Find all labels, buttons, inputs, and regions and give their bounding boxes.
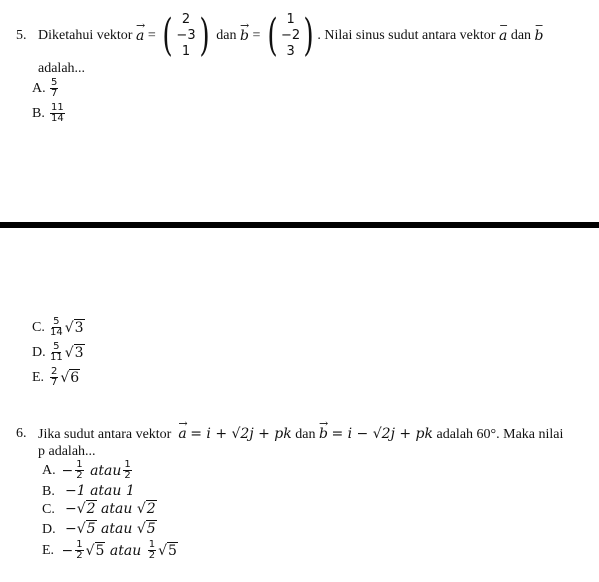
vector-a-column: ( 2 −3 1 )	[162, 10, 210, 61]
q6-stem-line1: Jika sudut antara vektor → a = i + √2j + pk dan → b = i − √2j + pk adalah 60°. Maka nilai	[38, 417, 564, 442]
q6-option-e: E. − $\frac{1}{2}$ √5 atau $\frac{1}{2}$ √5	[42, 539, 177, 561]
q5-and-2: dan	[510, 28, 532, 43]
q5-text-post: . Nilai sinus sudut antara vektor	[317, 28, 496, 43]
vector-b-column: ( 1 −2 3 )	[267, 10, 314, 61]
q5-option-e: E. $\frac{2}{7}$ √6	[32, 366, 80, 388]
vector-a-symbol-2: − a	[498, 19, 509, 44]
vector-b-symbol: → b	[239, 19, 250, 44]
q6-number: 6.	[16, 426, 27, 441]
q6-option-d: D. −√5 atau √5	[42, 521, 156, 537]
q6-eq-b: = i − √2j + pk	[331, 426, 433, 442]
vector-b-symbol-2: − b	[534, 19, 544, 44]
q6-text-cont: p adalah...	[38, 444, 96, 459]
q6-eq-a: = i + √2j + pk	[190, 426, 292, 442]
q6-option-a: A. − $\frac{1}{2}$ atau $\frac{1}{2}$	[42, 459, 131, 481]
q5-text-cont: adalah...	[38, 61, 86, 76]
page-divider	[0, 222, 599, 228]
q5-and: dan	[216, 28, 237, 43]
vector-a-symbol: → a	[135, 19, 146, 44]
q5-option-d: D. $\frac{5}{11}$ √3	[32, 341, 84, 363]
q5-option-c: C. $\frac{5}{14}$ √3	[32, 316, 84, 338]
q5-text-pre: Diketahui vektor	[38, 28, 133, 43]
q6-option-c: C. −√2 atau √2	[42, 501, 156, 517]
q5-option-b: B. $\frac{11}{14}$	[32, 102, 64, 124]
q5-option-a: A. $\frac{5}{7}$	[32, 77, 58, 99]
q5-stem-line1: Diketahui vektor → a = ( 2 −3 1 ) dan → b = ( 1 −2 3 ) . Nilai sinus sudut antara vektor − a dan − b	[38, 10, 544, 61]
q5-number: 5.	[16, 28, 27, 43]
q6-option-b: B. −1 atau 1	[42, 483, 135, 499]
